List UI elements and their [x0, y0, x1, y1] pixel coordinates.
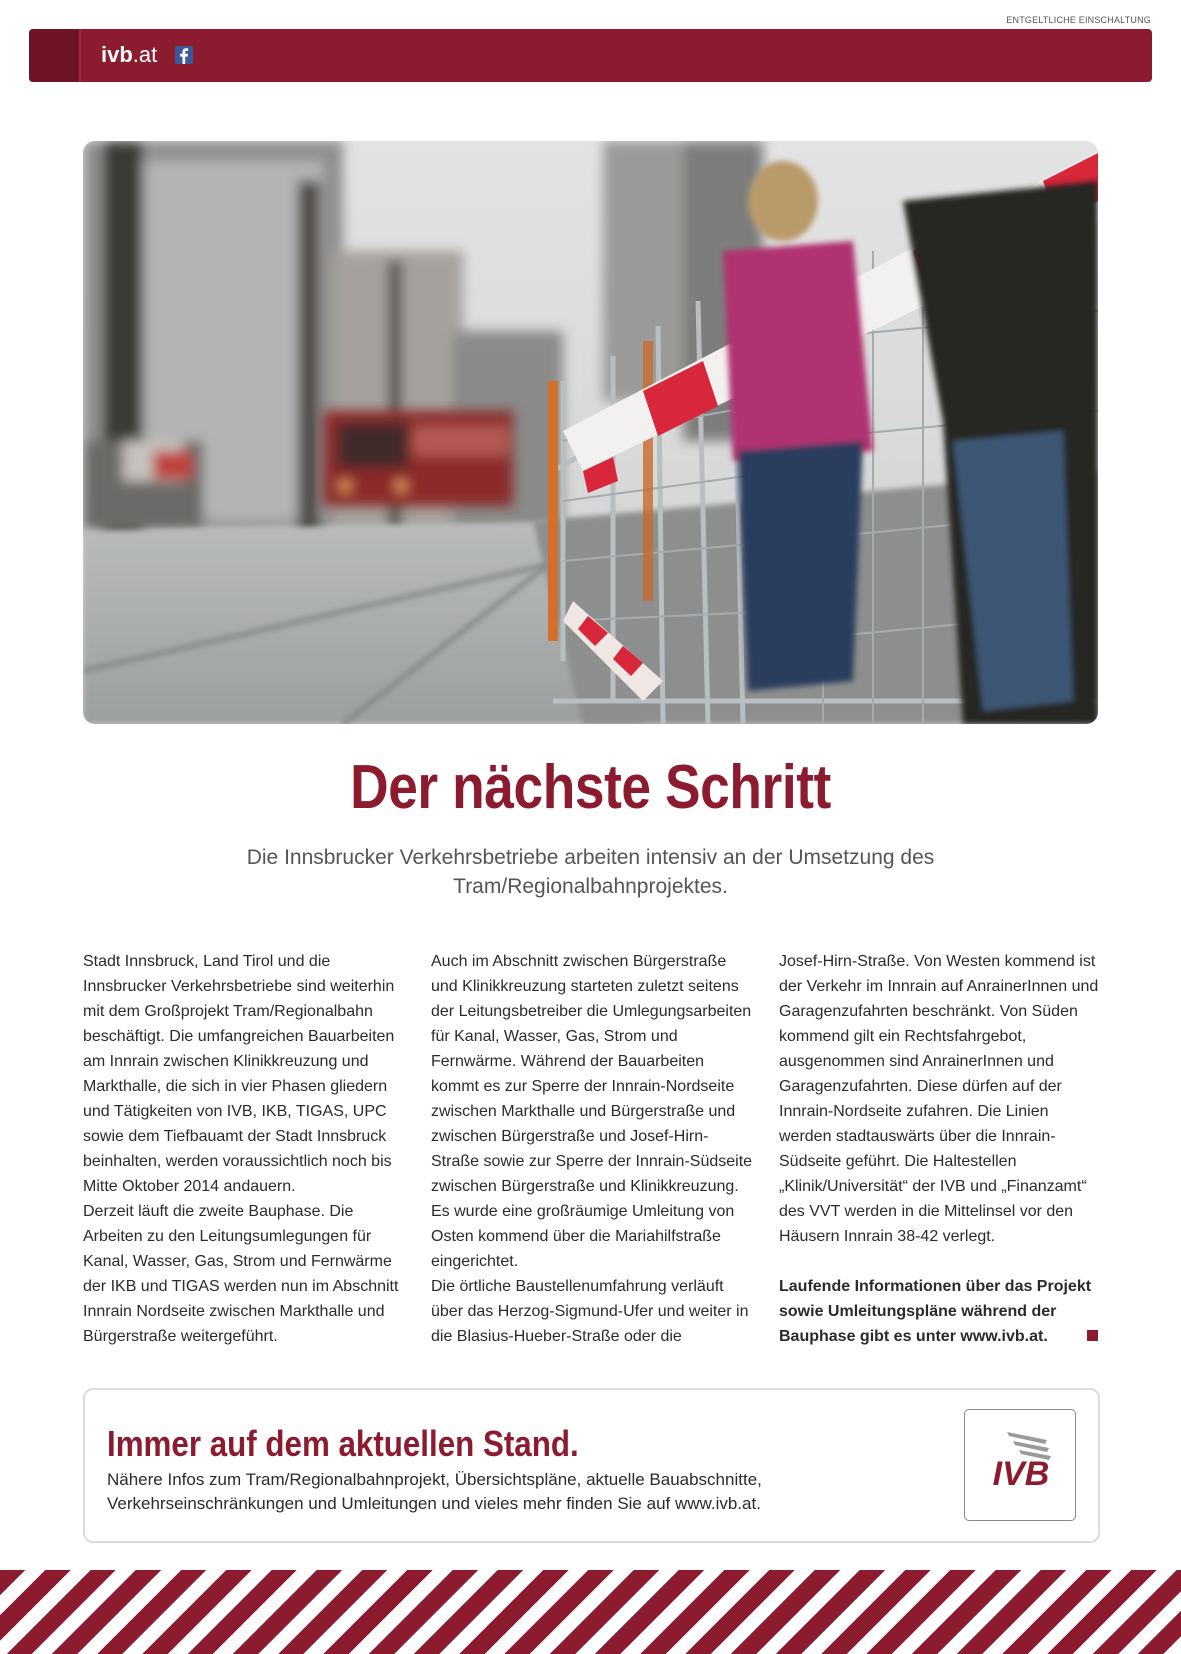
info-box-title: Immer auf dem aktuellen Stand.	[107, 1423, 579, 1464]
article-paragraph: Auch im Abschnitt zwischen Bürgerstraße und Klinikkreuzung starteten zuletzt seitens der Leitungsbetreiber die Umlegungsarbeiten für Kanal, Wasser, Gas, Strom und Fernwärme. Während der Bauarbeiten kommt es zur Sperre der Innrain-Nordseite zwischen Markthalle und Bürgerstraße und zwischen Bürgerstraße und Josef-Hirn-Straße sowie zur Sperre der Innrain-Südseite zwischen Bürgerstraße und Klinikkreuzung. Es wurde eine großräumige Umleitung von Osten kommend über die Mariahilfstraße eingerichtet.	[431, 953, 753, 1270]
article-paragraph: Stadt Innsbruck, Land Tirol und die Innsbrucker Verkehrsbetriebe sind weiterhin mit dem Großprojekt Tram/Regionalbahn beschäftigt. Die umfangreichen Bauarbeiten am Innrain zwischen Klinikkreuzung und Markthalle, die sich in vier Phasen gliedern und Tätigkeiten von IVB, IKB, TIGAS, UPC sowie dem Tiefbauamt der Stadt Innsbruck beinhalten, werden voraussichtlich noch bis Mitte Oktober 2014 andauern.	[83, 953, 395, 1195]
article-end-mark	[1087, 1330, 1098, 1341]
info-box-text: Nähere Infos zum Tram/Regionalbahnprojekt, Übersichtspläne, aktuelle Bauabschnitte, Verkehrseinschränkungen und Umleitungen und vieles mehr finden Sie auf www.ivb.at.	[107, 1470, 762, 1513]
article-column-2	[431, 949, 756, 1349]
header-accent-block	[29, 29, 81, 82]
info-callout: Laufende Informationen über das Projekt sowie Umleitungspläne während der Bauphase gibt es unter www.ivb.at.	[779, 1278, 1092, 1345]
page-title: Der nächste Schritt	[350, 753, 831, 822]
paid-advertisement-notice: ENTGELTLICHE EINSCHALTUNG	[1006, 15, 1151, 25]
article-column-1	[83, 949, 408, 1349]
ivb-logo	[964, 1409, 1076, 1521]
hero-photo	[83, 141, 1098, 724]
decorative-stripe-band	[0, 1570, 1181, 1654]
page-subtitle: Die Innsbrucker Verkehrsbetriebe arbeiten intensiv an der Umsetzung des Tram/Regionalbahnprojektes.	[246, 846, 935, 898]
article-column-3	[779, 949, 1104, 1349]
header-bar	[29, 29, 1152, 82]
brand-link[interactable]	[101, 42, 157, 68]
article-paragraph: Josef-Hirn-Straße. Von Westen kommend ist der Verkehr im Innrain auf AnrainerInnen und Garagenzufahrten beschränkt. Von Süden kommend gilt ein Rechtsfahrgebot, ausgenommen sind AnrainerInnen und Garagenzufahrten. Diese dürfen auf der Innrain-Nordseite zufahren. Die Linien werden stadtauswärts über die Innrain-Südseite geführt. Die Haltestellen „Klinik/Universität“ der IVB und „Finanzamt“ des VVT werden in die Mittelinsel vor den Häusern Innrain 38-42 verlegt.	[779, 953, 1099, 1245]
brand-name: ivb	[101, 42, 133, 67]
logo-wordmark: IVB	[992, 1455, 1050, 1493]
article-paragraph: Derzeit läuft die zweite Bauphase. Die Arbeiten zu den Leitungsumlegungen für Kanal, Wasser, Gas, Strom und Fernwärme der IKB und TIGAS werden nun im Abschnitt Innrain Nordseite zwischen Markthalle und Bürgerstraße weitergeführt.	[83, 1203, 399, 1345]
article-paragraph: Die örtliche Baustellenumfahrung verläuft über das Herzog-Sigmund-Ufer und weiter in die Blasius-Hueber-Straße oder die	[431, 1278, 749, 1345]
brand-domain: .at	[132, 42, 158, 67]
facebook-icon[interactable]	[175, 46, 193, 64]
info-box	[83, 1388, 1100, 1543]
